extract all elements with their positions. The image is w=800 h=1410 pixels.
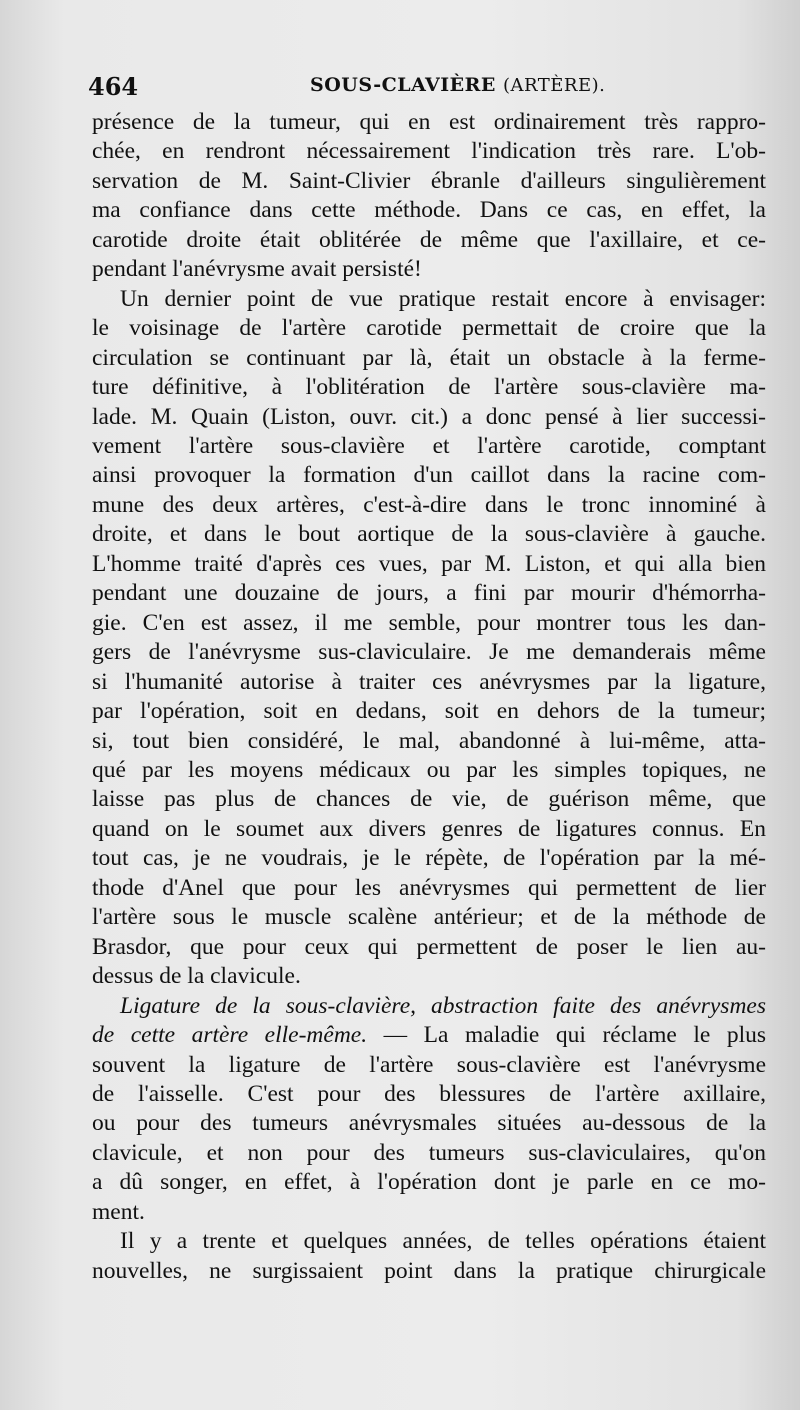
paragraph-2 [92, 285, 766, 992]
paragraph-3 [92, 992, 766, 1228]
text-line: gers de l'anévrysme sus-claviculaire. Je me demanderais même [92, 639, 766, 666]
text-line: l'artère sous le muscle scalène antérieur; et de la méthode de [92, 904, 766, 931]
text-line: ture définitive, à l'oblitération de l'artère sous-clavière ma- [92, 374, 766, 401]
text-line: ma confiance dans cette méthode. Dans ce cas, en effet, la [92, 197, 766, 224]
text-line: ainsi provoquer la formation d'un caillot dans la racine com- [92, 462, 766, 489]
text-line: qué par les moyens médicaux ou par les simples topiques, ne [92, 756, 766, 783]
text-line: Il y a trente et quelques années, de telles opérations étaient [120, 1228, 766, 1255]
text-line: carotide droite était oblitérée de même que l'axillaire, et ce- [92, 226, 766, 253]
text-line: si l'humanité autorise à traiter ces anévrysmes par la ligature, [92, 668, 766, 695]
running-head-subtitle: (ARTÈRE). [503, 75, 606, 96]
text-line: souvent la ligature de l'artère sous-clavière est l'anévrysme [92, 1051, 766, 1078]
text-line: tout cas, je ne voudrais, je le répète, de l'opération par la mé- [92, 845, 766, 872]
text-line: pendant l'anévrysme avait persisté! [92, 256, 422, 283]
running-head-title: SOUS-CLAVIÈRE [310, 74, 496, 96]
text-line: pendant une douzaine de jours, a fini par mourir d'hémorrha- [92, 580, 766, 607]
text-line-rest: — La maladie qui réclame le plus [367, 1022, 766, 1049]
text-line: de l'aisselle. C'est pour des blessures de l'artère axillaire, [92, 1080, 766, 1107]
text-line: a dû songer, en effet, à l'opération dont je parle en ce mo- [92, 1169, 766, 1196]
text-line: ment. [92, 1198, 145, 1225]
text-line: vement l'artère sous-clavière et l'artère carotide, comptant [92, 432, 766, 459]
text-line [92, 1021, 766, 1050]
text-line: thode d'Anel que pour les anévrysmes qui permettent de lier [92, 874, 766, 901]
paragraph-4 [92, 1227, 766, 1286]
text-line: droite, et dans le bout aortique de la sous-clavière à gauche. [92, 521, 766, 548]
text-line: le voisinage de l'artère carotide permettait de croire que la [92, 315, 766, 342]
body-text [92, 108, 766, 1286]
section-heading-italic: Ligature de la sous-clavière, abstraction faite des anévrysmes [120, 992, 766, 1019]
text-line: présence de la tumeur, qui en est ordinairement très rappro- [92, 109, 766, 135]
text-line: circulation se continuant par là, était un obstacle à la ferme- [92, 344, 766, 371]
page-header [88, 72, 768, 106]
text-line: nouvelles, ne surgissaient point dans la pratique chirurgicale [92, 1257, 766, 1284]
text-line: L'homme traité d'après ces vues, par M. Liston, et qui alla bien [92, 550, 766, 577]
text-line: ou pour des tumeurs anévrysmales situées au-dessous de la [92, 1110, 766, 1137]
text-line: Brasdor, que pour ceux qui permettent de poser le lien au- [92, 933, 766, 960]
text-line: gie. C'en est assez, il me semble, pour montrer tous les dan- [92, 609, 766, 636]
text-line: servation de M. Saint-Clivier ébranle d'ailleurs singulièrement [92, 167, 766, 194]
page-number: 464 [88, 72, 139, 101]
text-line: chée, en rendront nécessairement l'indication très rare. L'ob- [92, 138, 766, 165]
text-line: laisse pas plus de chances de vie, de guérison même, que [92, 786, 766, 813]
text-line: dessus de la clavicule. [92, 963, 301, 990]
paragraph-1 [92, 108, 766, 285]
running-head [310, 74, 605, 96]
text-line: clavicule, et non pour des tumeurs sus-claviculaires, qu'on [92, 1139, 766, 1166]
text-line: par l'opération, soit en dedans, soit en dehors de la tumeur; [92, 698, 766, 725]
text-line: lade. M. Quain (Liston, ouvr. cit.) a donc pensé à lier successi- [92, 403, 766, 430]
text-line: quand on le soumet aux divers genres de ligatures connus. En [92, 815, 766, 842]
text-line: Un dernier point de vue pratique restait encore à envisager: [120, 285, 766, 312]
text-line: si, tout bien considéré, le mal, abandonné à lui-même, atta- [92, 727, 766, 754]
text-line: mune des deux artères, c'est-à-dire dans le tronc innominé à [92, 491, 766, 518]
section-heading-italic-end: de cette artère elle-même. [92, 1022, 368, 1049]
